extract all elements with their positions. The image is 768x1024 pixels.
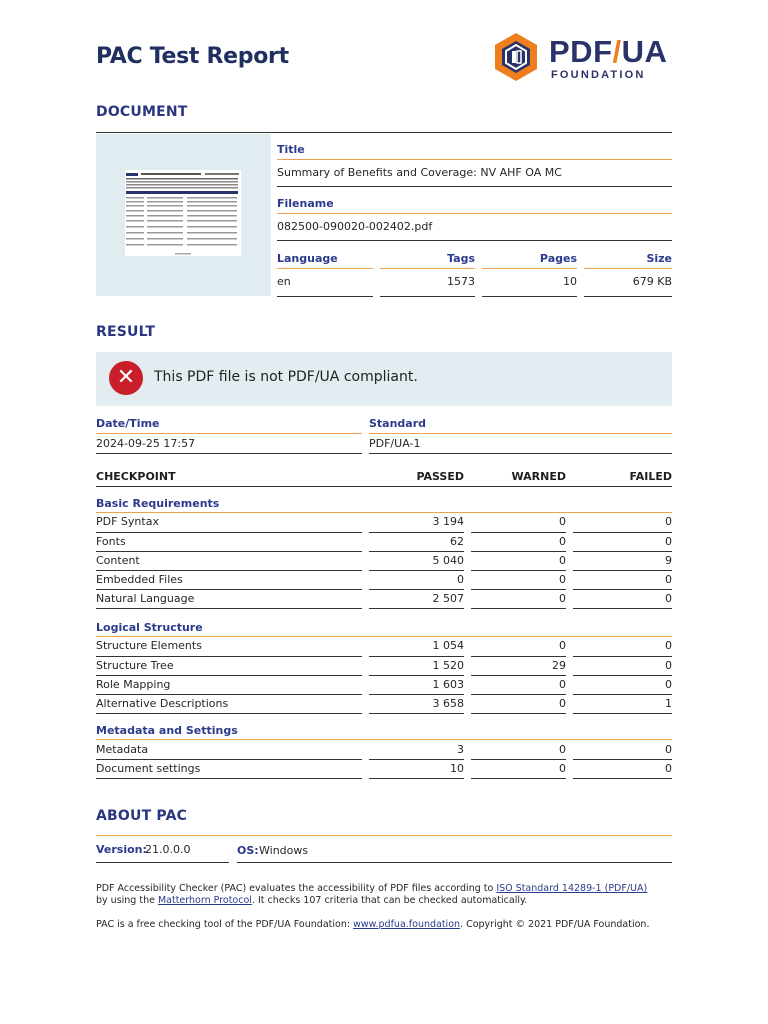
divider — [369, 713, 464, 714]
checkpoint-warned: 0 — [559, 678, 566, 691]
checkpoint-name: Embedded Files — [96, 573, 183, 586]
matterhorn-protocol-link[interactable]: Matterhorn Protocol — [157, 895, 252, 906]
divider — [96, 636, 672, 637]
divider — [96, 835, 672, 836]
checkpoint-failed: 0 — [665, 678, 672, 691]
divider — [369, 656, 464, 657]
divider — [237, 862, 672, 863]
divider — [471, 778, 566, 779]
divider — [573, 713, 672, 714]
checkpoint-passed: 3 — [457, 743, 464, 756]
checkpoint-warned: 29 — [552, 659, 566, 672]
group-heading-basic-requirements: Basic Requirements — [96, 497, 220, 510]
standard-label: Standard — [369, 417, 427, 430]
report-title: PAC Test Report — [96, 44, 289, 69]
divider — [96, 532, 362, 533]
checkpoint-warned: 0 — [559, 573, 566, 586]
divider — [96, 570, 362, 571]
divider — [96, 656, 362, 657]
checkpoint-passed: 62 — [450, 535, 464, 548]
standard-value: PDF/UA-1 — [369, 437, 421, 450]
divider — [471, 551, 566, 552]
checkpoint-passed: 3 194 — [432, 515, 464, 528]
divider — [573, 570, 672, 571]
filename-value: 082500-090020-002402.pdf — [277, 220, 433, 233]
checkpoint-passed: 2 507 — [432, 592, 464, 605]
divider — [96, 512, 672, 513]
divider — [96, 759, 362, 760]
logo-subtitle: FOUNDATION — [551, 69, 646, 81]
column-header-warned: WARNED — [511, 470, 566, 483]
divider — [573, 551, 672, 552]
checkpoint-failed: 1 — [665, 697, 672, 710]
divider — [573, 656, 672, 657]
checkpoint-name: Natural Language — [96, 592, 195, 605]
checkpoint-warned: 0 — [559, 592, 566, 605]
divider — [96, 453, 362, 454]
divider — [573, 675, 672, 676]
title-label: Title — [277, 143, 305, 156]
divider — [96, 486, 672, 487]
checkpoint-warned: 0 — [559, 554, 566, 567]
checkpoint-name: Structure Tree — [96, 659, 174, 672]
os-label: OS: — [237, 844, 259, 857]
hexagon-logo-icon — [490, 31, 542, 83]
divider — [369, 453, 672, 454]
iso-standard-link[interactable]: ISO Standard 14289-1 (PDF/UA) — [496, 883, 648, 894]
divider — [369, 608, 464, 609]
divider — [380, 268, 475, 269]
divider — [573, 759, 672, 760]
divider — [277, 268, 373, 269]
language-value: en — [277, 275, 291, 288]
document-heading: DOCUMENT — [96, 104, 188, 120]
pages-value: 10 — [563, 275, 577, 288]
divider — [471, 713, 566, 714]
column-header-checkpoint: CHECKPOINT — [96, 470, 176, 483]
divider — [96, 675, 362, 676]
checkpoint-passed: 0 — [457, 573, 464, 586]
about-heading: ABOUT PAC — [96, 808, 188, 824]
divider — [96, 132, 672, 133]
checkpoint-warned: 0 — [559, 639, 566, 652]
divider — [96, 694, 362, 695]
checkpoint-passed: 10 — [450, 762, 464, 775]
checkpoint-passed: 5 040 — [432, 554, 464, 567]
divider — [96, 433, 362, 434]
checkpoint-failed: 0 — [665, 659, 672, 672]
divider — [369, 589, 464, 590]
divider — [471, 608, 566, 609]
checkpoint-warned: 0 — [559, 743, 566, 756]
pdfua-foundation-link[interactable]: www.pdfua.foundation — [353, 919, 461, 930]
tags-value: 1573 — [447, 275, 475, 288]
checkpoint-name: Alternative Descriptions — [96, 697, 229, 710]
checkpoint-warned: 0 — [559, 762, 566, 775]
column-header-passed: PASSED — [416, 470, 464, 483]
divider — [471, 532, 566, 533]
datetime-value: 2024-09-25 17:57 — [96, 437, 196, 450]
divider — [277, 240, 672, 241]
checkpoint-passed: 1 520 — [432, 659, 464, 672]
divider — [277, 159, 672, 160]
footer-description: PDF Accessibility Checker (PAC) evaluates the accessibility of PDF files according to ISO Standard 14289-1 (PDF/UA) by using the Matterhorn Protocol. It checks 107 criteria that can be checked automatically. — [96, 883, 648, 906]
group-heading-metadata-and-settings: Metadata and Settings — [96, 724, 238, 737]
result-heading: RESULT — [96, 324, 156, 340]
checkpoint-failed: 0 — [665, 592, 672, 605]
datetime-label: Date/Time — [96, 417, 160, 430]
title-value: Summary of Benefits and Coverage: NV AHF OA MC — [277, 166, 562, 179]
language-label: Language — [277, 252, 338, 265]
filename-label: Filename — [277, 197, 334, 210]
checkpoint-name: Role Mapping — [96, 678, 171, 691]
divider — [369, 778, 464, 779]
divider — [471, 675, 566, 676]
version-label: Version: — [96, 843, 147, 856]
divider — [369, 759, 464, 760]
version-value: 21.0.0.0 — [145, 843, 191, 856]
size-value: 679 KB — [632, 275, 672, 288]
divider — [482, 268, 577, 269]
divider — [96, 739, 672, 740]
divider — [584, 268, 672, 269]
logo-wordmark: PDF/UA — [549, 34, 668, 69]
checkpoint-warned: 0 — [559, 515, 566, 528]
checkpoint-failed: 0 — [665, 515, 672, 528]
divider — [96, 551, 362, 552]
divider — [277, 213, 672, 214]
pages-label: Pages — [539, 252, 577, 265]
divider — [573, 532, 672, 533]
divider — [573, 778, 672, 779]
divider — [369, 694, 464, 695]
divider — [471, 759, 566, 760]
divider — [471, 656, 566, 657]
divider — [277, 296, 373, 297]
divider — [482, 296, 577, 297]
tags-label: Tags — [447, 252, 475, 265]
divider — [471, 589, 566, 590]
footer-copyright: PAC is a free checking tool of the PDF/UA Foundation: www.pdfua.foundation. Copyright © 2021 PDF/UA Foundation. — [96, 919, 650, 930]
divider — [96, 589, 362, 590]
checkpoint-failed: 0 — [665, 743, 672, 756]
checkpoint-name: Metadata — [96, 743, 149, 756]
divider — [369, 570, 464, 571]
divider — [369, 551, 464, 552]
divider — [96, 862, 229, 863]
checkpoint-name: Document settings — [96, 762, 201, 775]
divider — [573, 694, 672, 695]
checkpoint-name: PDF Syntax — [96, 515, 159, 528]
checkpoint-name: Structure Elements — [96, 639, 202, 652]
os-value: Windows — [259, 844, 309, 857]
close-icon: ✕ — [109, 361, 143, 395]
checkpoint-name: Fonts — [96, 535, 126, 548]
divider — [96, 608, 362, 609]
divider — [471, 694, 566, 695]
document-thumbnail — [125, 170, 241, 256]
size-label: Size — [646, 252, 672, 265]
checkpoint-warned: 0 — [559, 697, 566, 710]
checkpoint-passed: 3 658 — [432, 697, 464, 710]
divider — [96, 778, 362, 779]
checkpoint-name: Content — [96, 554, 140, 567]
checkpoint-warned: 0 — [559, 535, 566, 548]
divider — [96, 713, 362, 714]
result-message: This PDF file is not PDF/UA compliant. — [154, 369, 418, 385]
group-heading-logical-structure: Logical Structure — [96, 621, 203, 634]
divider — [471, 570, 566, 571]
divider — [369, 675, 464, 676]
checkpoint-failed: 9 — [665, 554, 672, 567]
divider — [573, 608, 672, 609]
checkpoint-failed: 0 — [665, 639, 672, 652]
divider — [380, 296, 475, 297]
divider — [369, 532, 464, 533]
checkpoint-failed: 0 — [665, 535, 672, 548]
checkpoint-passed: 1 054 — [432, 639, 464, 652]
divider — [369, 433, 672, 434]
column-header-failed: FAILED — [629, 470, 672, 483]
checkpoint-failed: 0 — [665, 573, 672, 586]
pdfua-foundation-logo — [490, 31, 674, 83]
divider — [277, 186, 672, 187]
divider — [584, 296, 672, 297]
checkpoint-passed: 1 603 — [432, 678, 464, 691]
divider — [573, 589, 672, 590]
checkpoint-failed: 0 — [665, 762, 672, 775]
